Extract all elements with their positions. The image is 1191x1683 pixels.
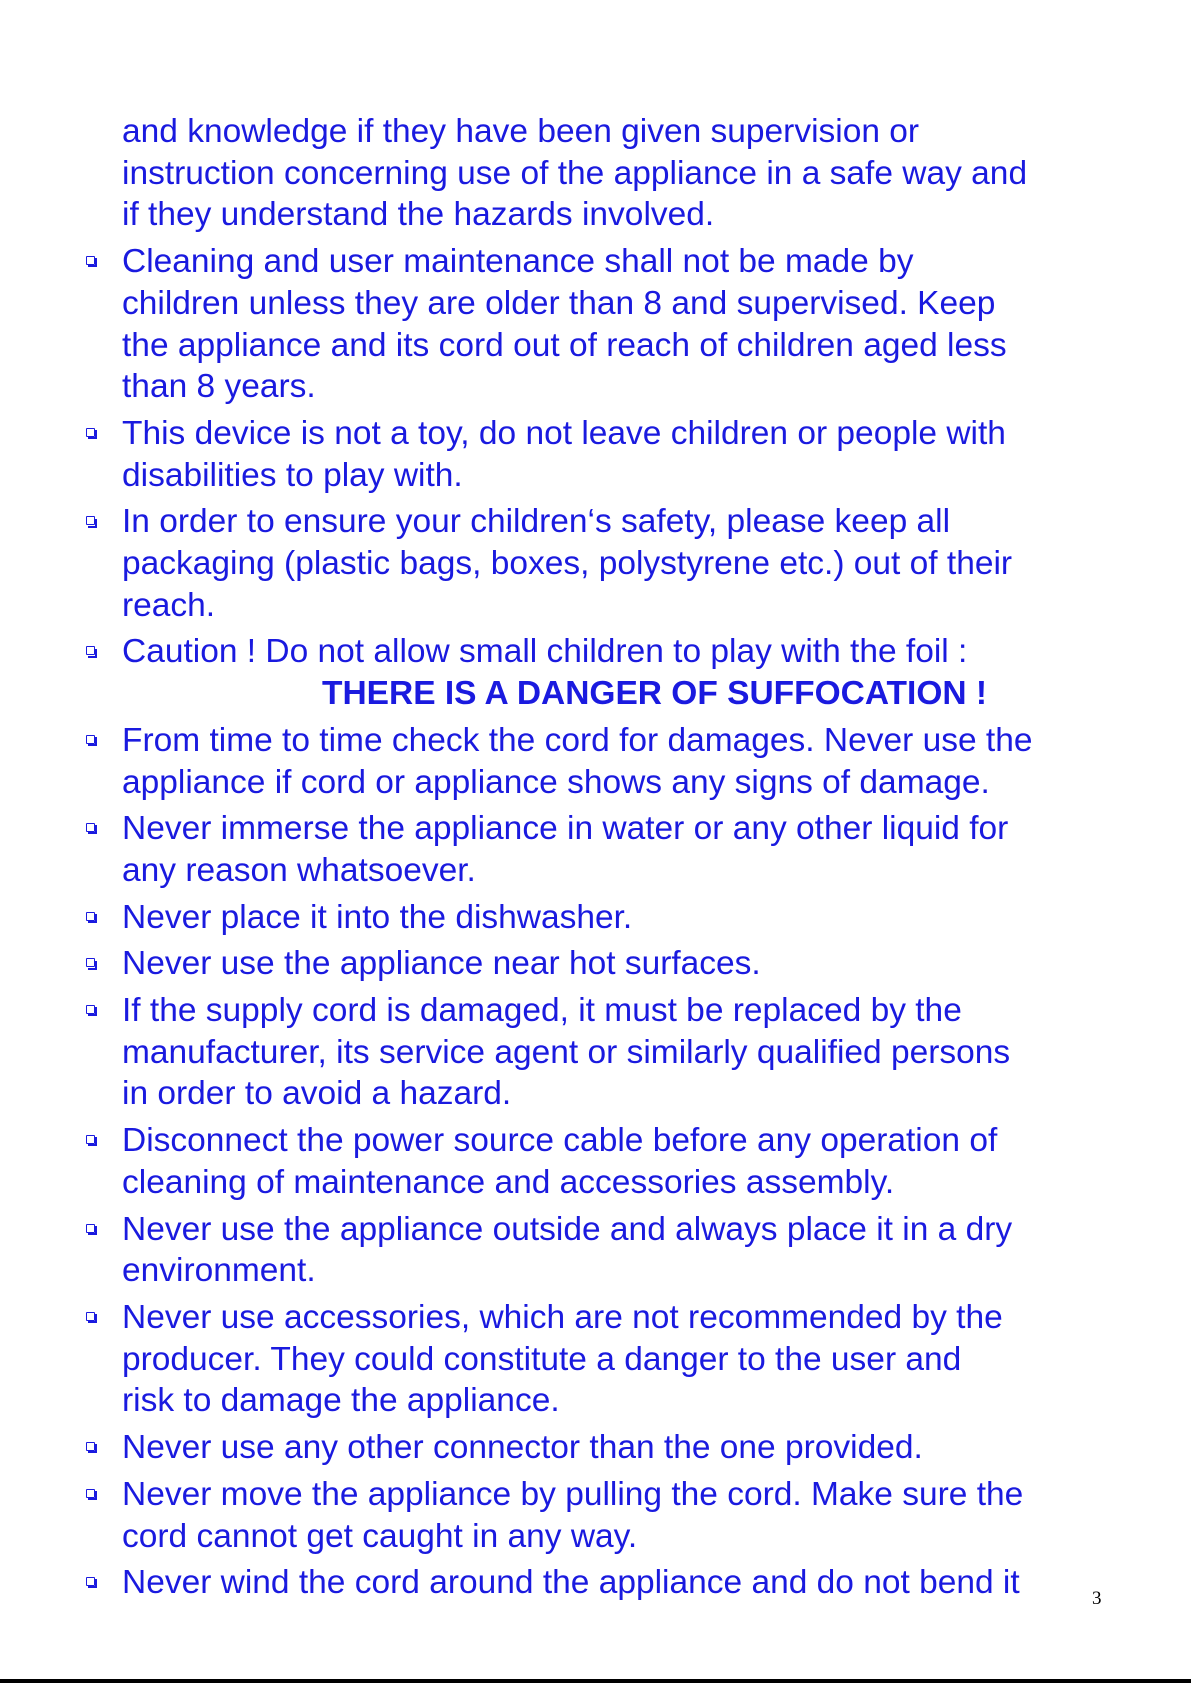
list-item-line: From time to time check the cord for damages. Never use the [122,721,1033,759]
list-item-line: reach. [122,586,216,624]
list-item-line: environment. [122,1252,316,1290]
list-item-line: children unless they are older than 8 and supervised. Keep [122,284,996,322]
list-item [86,501,1126,626]
square-bullet-icon [86,1135,95,1144]
list-item-line: in order to avoid a hazard. [122,1075,512,1113]
list-item [86,808,1126,891]
square-bullet-icon [86,256,95,265]
square-bullet-icon [86,912,95,921]
list-item-line: Caution ! Do not allow small children to play with the foil : [122,633,968,671]
list-item-line: disabilities to play with. [122,456,463,494]
list-item-line: Never move the appliance by pulling the cord. Make sure the [122,1475,1024,1513]
list-item [86,1427,1126,1469]
suffocation-warning: THERE IS A DANGER OF SUFFOCATION ! [322,675,988,713]
list-item-line: producer. They could constitute a danger to the user and [122,1340,962,1378]
list-item-line: cord cannot get caught in any way. [122,1517,638,1555]
list-item-line: Never use the appliance near hot surfaces. [122,945,761,983]
intro-paragraph [86,111,1126,236]
list-item-line: Cleaning and user maintenance shall not be made by [122,243,914,281]
safety-instructions [86,111,1126,1604]
square-bullet-icon [86,428,95,437]
square-bullet-icon [86,1224,95,1233]
list-item-line: Never use the appliance outside and always place it in a dry [122,1210,1013,1248]
list-item-line: If the supply cord is damaged, it must be replaced by the [122,992,962,1030]
list-item [86,1474,1126,1557]
square-bullet-icon [86,823,95,832]
list-item [86,943,1126,985]
instruction-list [86,241,1126,1604]
list-item-line: Never use accessories, which are not recommended by the [122,1298,1003,1336]
page-number: 3 [1092,1588,1102,1609]
intro-line: instruction concerning use of the appliance in a safe way and [122,154,1028,192]
list-item-line: Never place it into the dishwasher. [122,898,633,936]
list-item-line: manufacturer, its service agent or similarly qualified persons [122,1033,1011,1071]
square-bullet-icon [86,1005,95,1014]
list-item-line: the appliance and its cord out of reach of children aged less [122,326,1007,364]
list-item [86,1562,1126,1604]
list-item-line: risk to damage the appliance. [122,1382,560,1420]
list-item-line: than 8 years. [122,368,316,406]
square-bullet-icon [86,1312,95,1321]
intro-line: if they understand the hazards involved. [122,196,715,234]
square-bullet-icon [86,1442,95,1451]
list-item [86,1209,1126,1292]
list-item [86,413,1126,496]
square-bullet-icon [86,735,95,744]
page-bottom-border [0,1679,1191,1683]
list-item [86,1120,1126,1203]
list-item-line: cleaning of maintenance and accessories assembly. [122,1163,895,1201]
list-item [86,897,1126,939]
list-item [86,990,1126,1115]
list-item-line: In order to ensure your children‘s safety, please keep all [122,503,951,541]
square-bullet-icon [86,1489,95,1498]
list-item [86,241,1126,408]
intro-line: and knowledge if they have been given supervision or [122,113,920,150]
square-bullet-icon [86,1577,95,1586]
list-item-line: Never immerse the appliance in water or any other liquid for [122,810,1009,848]
list-item-line: packaging (plastic bags, boxes, polystyrene etc.) out of their [122,545,1013,583]
list-item-line: Never wind the cord around the appliance and do not bend it [122,1564,1020,1602]
list-item [86,631,1126,714]
list-item-line: any reason whatsoever. [122,851,476,889]
list-item-line: Disconnect the power source cable before any operation of [122,1122,998,1160]
list-item-line: This device is not a toy, do not leave children or people with [122,414,1006,452]
square-bullet-icon [86,646,95,655]
list-item [86,1297,1126,1422]
list-item [86,720,1126,803]
square-bullet-icon [86,516,95,525]
list-item-line: Never use any other connector than the one provided. [122,1429,923,1467]
list-item-line: appliance if cord or appliance shows any signs of damage. [122,763,990,801]
square-bullet-icon [86,958,95,967]
